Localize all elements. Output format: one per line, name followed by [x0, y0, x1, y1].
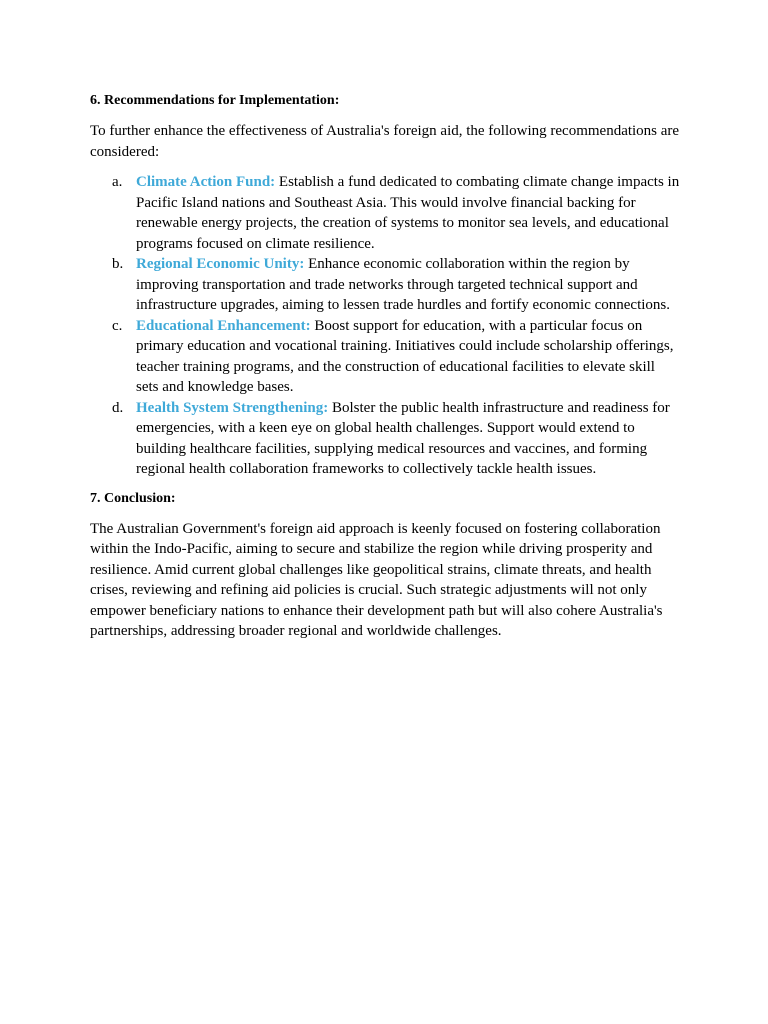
recommendation-text: Boost support for education, with a particular focus on primary education and vocational training. Initiatives could include scholarship offerings, teacher training programs, and the construction of educational facilities to elevate skill sets and knowledge bases. — [136, 317, 674, 395]
recommendation-item-education — [90, 316, 680, 398]
recommendation-item-economic — [90, 254, 680, 316]
section-6-heading: 6. Recommendations for Implementation: — [90, 93, 340, 108]
recommendation-item-health — [90, 398, 680, 480]
recommendation-title: Health System Strengthening: — [136, 399, 329, 416]
recommendation-title: Regional Economic Unity: — [136, 256, 305, 272]
section-7-body: The Australian Government's foreign aid approach is keenly focused on fostering collaboration within the Indo-Pacific, aiming to secure and stabilize the region while driving prosperity and resilience. Amid current global challenges like geopolitical strains, climate threats, and health crises, reviewing and refining aid policies is crucial. Such strategic adjustments will not only empower beneficiary nations to enhance their development path but will also cohere Australia's partnerships, addressing broader regional and worldwide challenges. — [90, 520, 663, 639]
section-6-intro: To further enhance the effectiveness of Australia's foreign aid, the following recommendations are considered: — [90, 123, 680, 160]
recommendation-text: Establish a fund dedicated to combating climate change impacts in Pacific Island nations and Southeast Asia. This would involve financial backing for renewable energy projects, the creation of systems to monitor sea levels, and educational programs focused on climate resilience. — [136, 174, 680, 252]
list-marker: b. — [112, 256, 124, 272]
recommendation-text: Enhance economic collaboration within the region by improving transportation and trade networks through targeted technical support and infrastructure upgrades, aiming to lessen trade hurdles and fortify economic connections. — [136, 256, 670, 313]
list-marker: a. — [112, 174, 123, 190]
recommendation-text: Bolster the public health infrastructure and readiness for emergencies, with a keen eye on global health challenges. Support would extend to building healthcare facilities, supplying medical resources and vaccines, and forming regional health collaboration frameworks to collectively tackle health issues. — [136, 399, 670, 477]
recommendation-title: Educational Enhancement: — [136, 317, 311, 334]
list-marker: d. — [112, 399, 124, 416]
list-marker: c. — [112, 317, 123, 334]
recommendation-title: Climate Action Fund: — [136, 174, 276, 190]
recommendation-item-climate — [90, 172, 680, 254]
document-page — [90, 92, 680, 652]
section-7-heading: 7. Conclusion: — [90, 490, 176, 506]
recommendations-list — [90, 172, 680, 480]
